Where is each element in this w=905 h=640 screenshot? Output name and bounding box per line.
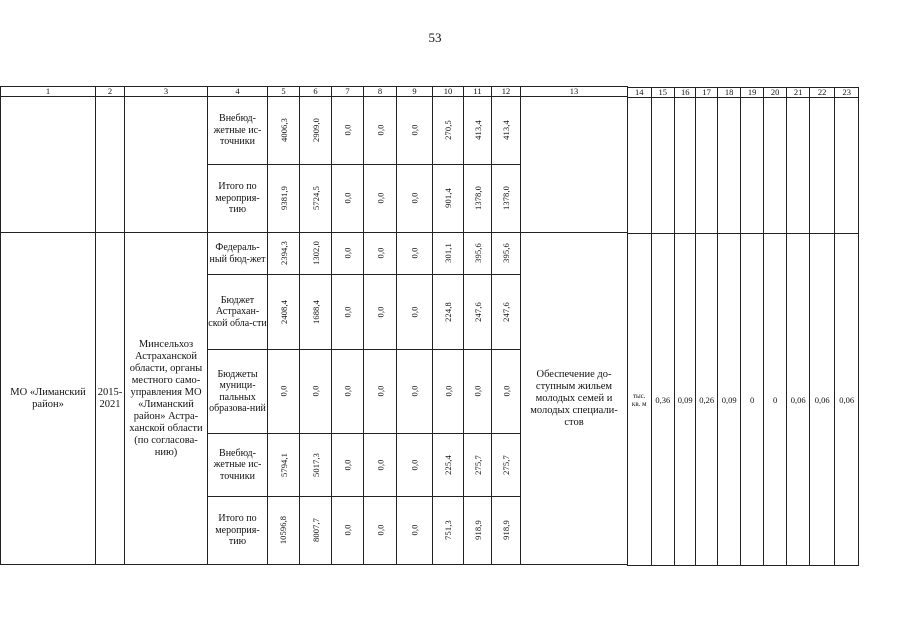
- indicator-value: 0,36: [651, 234, 675, 566]
- value-cell: 0,0: [492, 350, 521, 434]
- value-cell: 0,0: [332, 497, 364, 565]
- value-cell: 275,7: [492, 434, 521, 497]
- header-cell: 23: [835, 88, 859, 98]
- header-cell: 5: [268, 87, 300, 97]
- value-cell: 413,4: [492, 97, 521, 165]
- header-cell: 22: [809, 88, 835, 98]
- unit-cell: тыс. кв. м: [628, 234, 652, 566]
- empty-cell: [1, 97, 96, 233]
- indicator-table: [627, 87, 859, 566]
- funding-source: Федераль-ный бюд-жет: [208, 233, 268, 275]
- header-cell: 3: [125, 87, 208, 97]
- header-cell: 2: [96, 87, 125, 97]
- value-cell: 5017,3: [300, 434, 332, 497]
- header-cell: 11: [464, 87, 492, 97]
- value-cell: 1302,0: [300, 233, 332, 275]
- empty-cell: [763, 98, 787, 234]
- program-table: [0, 86, 628, 565]
- empty-cell: [675, 98, 696, 234]
- value-cell: 0,0: [364, 497, 397, 565]
- header-cell: 1: [1, 87, 96, 97]
- empty-cell: [696, 98, 717, 234]
- header-cell: 20: [763, 88, 787, 98]
- value-cell: 0,0: [397, 233, 433, 275]
- value-cell: 5794,1: [268, 434, 300, 497]
- value-cell: 247,6: [464, 275, 492, 350]
- value-cell: 2394,3: [268, 233, 300, 275]
- value-cell: 1688,4: [300, 275, 332, 350]
- value-cell: 0,0: [332, 97, 364, 165]
- header-cell: 21: [787, 88, 809, 98]
- value-cell: 751,3: [433, 497, 464, 565]
- value-cell: 0,0: [364, 97, 397, 165]
- value-cell: 1378,0: [464, 165, 492, 233]
- indicator-value: 0: [741, 234, 763, 566]
- empty-cell: [717, 98, 741, 234]
- period-cell: 2015-2021: [96, 233, 125, 565]
- indicator-value: 0,09: [717, 234, 741, 566]
- value-cell: 0,0: [332, 165, 364, 233]
- header-cell: 19: [741, 88, 763, 98]
- value-cell: 275,7: [464, 434, 492, 497]
- value-cell: 2408,4: [268, 275, 300, 350]
- indicator-value: 0,06: [787, 234, 809, 566]
- value-cell: 4006,3: [268, 97, 300, 165]
- indicator-value: 0,06: [809, 234, 835, 566]
- header-cell: 4: [208, 87, 268, 97]
- header-cell: 14: [628, 88, 652, 98]
- value-cell: 0,0: [397, 165, 433, 233]
- table-row: [1, 233, 628, 275]
- value-cell: 247,6: [492, 275, 521, 350]
- header-cell: 6: [300, 87, 332, 97]
- value-cell: 0,0: [397, 97, 433, 165]
- value-cell: 0,0: [364, 233, 397, 275]
- header-cell: 9: [397, 87, 433, 97]
- empty-cell: [521, 97, 628, 233]
- value-cell: 5724,5: [300, 165, 332, 233]
- value-cell: 10596,8: [268, 497, 300, 565]
- value-cell: 413,4: [464, 97, 492, 165]
- value-cell: 0,0: [433, 350, 464, 434]
- value-cell: 395,6: [464, 233, 492, 275]
- value-cell: 9381,9: [268, 165, 300, 233]
- indicator-value: 0,06: [835, 234, 859, 566]
- header-cell: 10: [433, 87, 464, 97]
- indicator-value: 0,09: [675, 234, 696, 566]
- funding-source: Бюджеты муници-пальных образова-ний: [208, 350, 268, 434]
- funding-source: Итого по мероприя-тию: [208, 497, 268, 565]
- value-cell: 0,0: [332, 233, 364, 275]
- value-cell: 0,0: [364, 165, 397, 233]
- value-cell: 270,5: [433, 97, 464, 165]
- header-cell: 13: [521, 87, 628, 97]
- value-cell: 918,9: [464, 497, 492, 565]
- header-cell: 12: [492, 87, 521, 97]
- value-cell: 0,0: [332, 350, 364, 434]
- value-cell: 0,0: [364, 275, 397, 350]
- value-cell: 0,0: [364, 434, 397, 497]
- header-cell: 17: [696, 88, 717, 98]
- indicator-value: 0,26: [696, 234, 717, 566]
- table-row: [628, 234, 859, 566]
- value-cell: 901,4: [433, 165, 464, 233]
- header-cell: 15: [651, 88, 675, 98]
- value-cell: 0,0: [464, 350, 492, 434]
- value-cell: 2909,0: [300, 97, 332, 165]
- empty-cell: [787, 98, 809, 234]
- indicator-value: 0: [763, 234, 787, 566]
- header-cell: 18: [717, 88, 741, 98]
- municipality-cell: МО «Лиманский район»: [1, 233, 96, 565]
- header-cell: 16: [675, 88, 696, 98]
- value-cell: 0,0: [332, 275, 364, 350]
- empty-cell: [809, 98, 835, 234]
- table-row: [628, 98, 859, 234]
- empty-cell: [96, 97, 125, 233]
- value-cell: 0,0: [300, 350, 332, 434]
- value-cell: 224,8: [433, 275, 464, 350]
- value-cell: 0,0: [397, 275, 433, 350]
- value-cell: 0,0: [268, 350, 300, 434]
- funding-source: Внебюд-жетные ис-точники: [208, 97, 268, 165]
- value-cell: 0,0: [397, 497, 433, 565]
- executor-cell: Минсельхоз Астраханской области, органы местного само-управления МО «Лиманский район» Астра-ханской области (по согласова-нию): [125, 233, 208, 565]
- table-row: [1, 97, 628, 165]
- value-cell: 8007,7: [300, 497, 332, 565]
- value-cell: 301,1: [433, 233, 464, 275]
- value-cell: 0,0: [397, 434, 433, 497]
- value-cell: 1378,0: [492, 165, 521, 233]
- value-cell: 918,9: [492, 497, 521, 565]
- header-cell: 7: [332, 87, 364, 97]
- header-cell: 8: [364, 87, 397, 97]
- empty-cell: [651, 98, 675, 234]
- header-row: [628, 88, 859, 98]
- empty-cell: [835, 98, 859, 234]
- funding-source: Бюджет Астрахан-ской обла-сти: [208, 275, 268, 350]
- value-cell: 225,4: [433, 434, 464, 497]
- funding-source: Итого по мероприя-тию: [208, 165, 268, 233]
- value-cell: 0,0: [397, 350, 433, 434]
- value-cell: 0,0: [364, 350, 397, 434]
- funding-source: Внебюд-жетные ис-точники: [208, 434, 268, 497]
- empty-cell: [125, 97, 208, 233]
- page-number: 53: [428, 30, 442, 45]
- empty-cell: [628, 98, 652, 234]
- value-cell: 395,6: [492, 233, 521, 275]
- empty-cell: [741, 98, 763, 234]
- value-cell: 0,0: [332, 434, 364, 497]
- header-row: [1, 87, 628, 97]
- indicator-cell: Обеспечение до-ступным жильем молодых семей и молодых специали-стов: [521, 233, 628, 565]
